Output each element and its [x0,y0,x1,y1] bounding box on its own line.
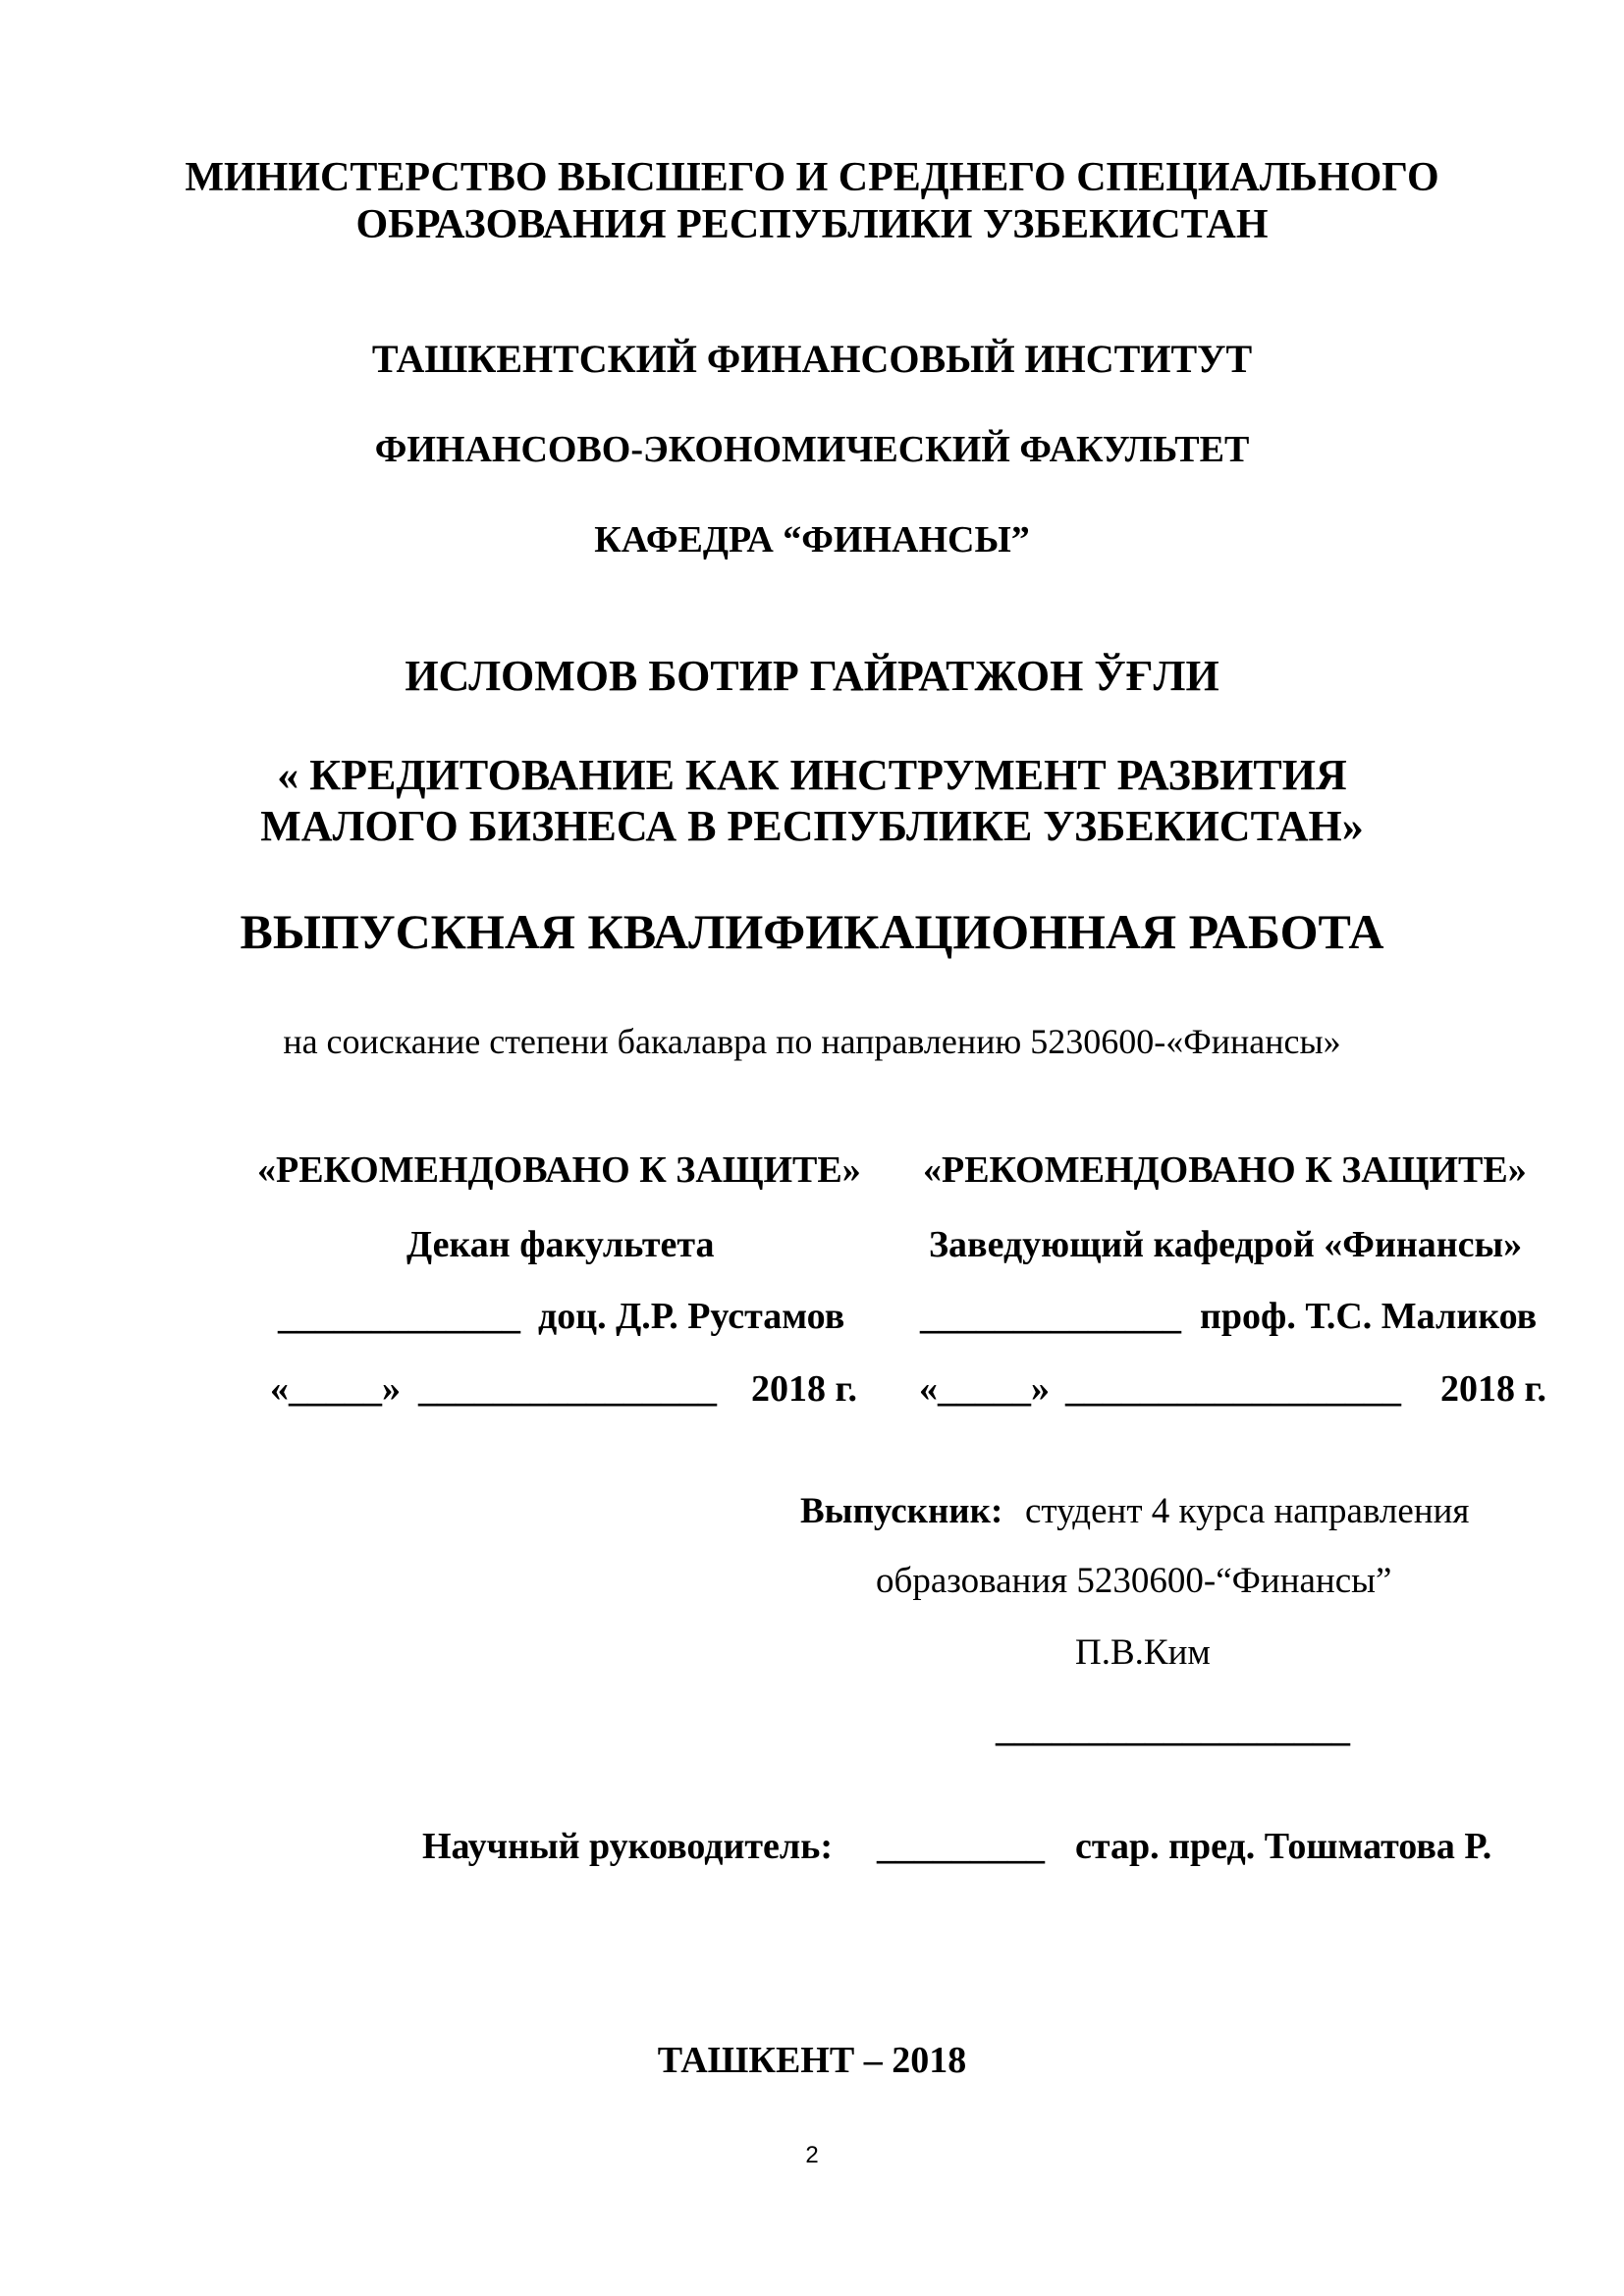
graduate-label: Выпускник: [800,1491,1003,1531]
thesis-title-line-1: « КРЕДИТОВАНИЕ КАК ИНСТРУМЕНТ РАЗВИТИЯ [277,751,1347,799]
graduate-line-2: образования 5230600-“Финансы” [876,1561,1392,1601]
graduate-signature-blank: ___________________ [996,1708,1350,1749]
approval-right-position: Заведующий кафедрой «Финансы» [929,1224,1523,1265]
author-name: ИСЛОМОВ БОТИР ГАЙРАТЖОН ЎҒЛИ [405,652,1219,700]
city-year: ТАШКЕНТ – 2018 [657,2040,967,2081]
faculty-name: ФИНАНСОВО-ЭКОНОМИЧЕСКИЙ ФАКУЛЬТЕТ [374,429,1250,470]
approval-left-signatory: доц. Д.Р. Рустамов [538,1296,845,1337]
ministry-line-2: ОБРАЗОВАНИЯ РЕСПУБЛИКИ УЗБЕКИСТАН [355,202,1269,247]
department-name: КАФЕДРА “ФИНАНСЫ” [594,519,1030,561]
thesis-title-line-2: МАЛОГО БИЗНЕСА В РЕСПУБЛИКЕ УЗБЕКИСТАН» [260,802,1364,850]
approval-right-signature-blank: ______________ [920,1296,1181,1337]
approval-left-heading: «РЕКОМЕНДОВАНО К ЗАЩИТЕ» [257,1149,861,1191]
approval-left-date-open: «_____» [270,1368,401,1410]
graduate-name: П.В.Ким [1075,1632,1211,1673]
ministry-line-1: МИНИСТЕРСТВО ВЫСШЕГО И СРЕДНЕГО СПЕЦИАЛЬНОГО [185,155,1439,200]
supervisor-label: Научный руководитель: [422,1826,833,1867]
work-type: ВЫПУСКНАЯ КВАЛИФИКАЦИОННАЯ РАБОТА [240,904,1384,959]
approval-right-date-blank: __________________ [1065,1368,1401,1410]
approval-left-date-blank: ________________ [418,1368,717,1410]
supervisor-name: стар. пред. Тошматова Р. [1075,1826,1492,1867]
approval-right-heading: «РЕКОМЕНДОВАНО К ЗАЩИТЕ» [923,1149,1527,1191]
approval-left-year: 2018 г. [751,1368,857,1410]
approval-right-date-open: «_____» [919,1368,1050,1410]
approval-left-position: Декан факультета [406,1224,715,1265]
institute-name: ТАШКЕНТСКИЙ ФИНАНСОВЫЙ ИНСТИТУТ [371,337,1253,381]
approval-right-signatory: проф. Т.С. Маликов [1200,1296,1538,1337]
graduate-line-1: студент 4 курса направления [1025,1491,1470,1531]
approval-left-signature-blank: _____________ [278,1296,520,1337]
degree-line: на соискание степени бакалавра по направлению 5230600-«Финансы» [283,1022,1341,1061]
supervisor-signature-blank: _________ [877,1826,1045,1867]
page-number: 2 [805,2142,819,2168]
approval-right-year: 2018 г. [1440,1368,1546,1410]
